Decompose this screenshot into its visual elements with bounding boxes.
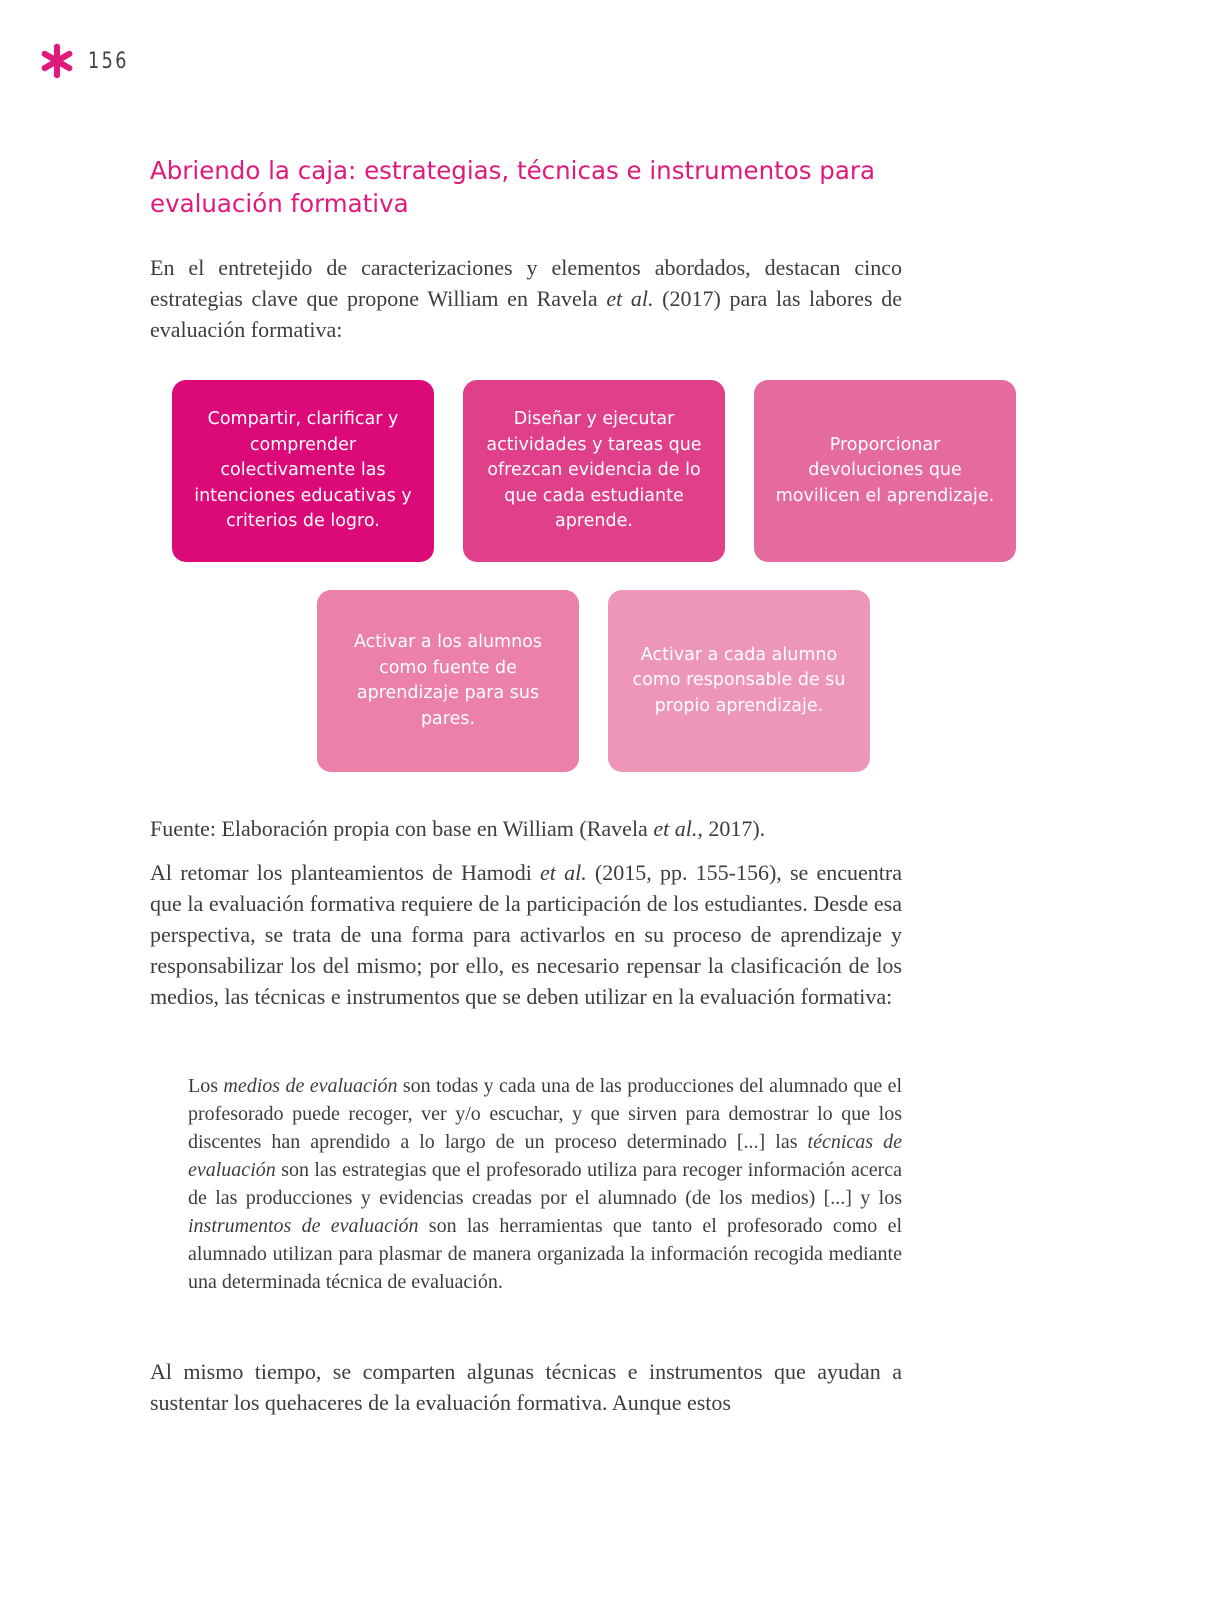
intro-paragraph: En el entretejido de caracterizaciones y elementos abordados, destacan cinco estrategias clave que propone William en Ravela et al. (2017) para las labores de evaluación formativa: [150, 255, 903, 342]
strategy-text-5: Activar a cada alumno como responsable de su propio aprendizaje. [632, 644, 846, 716]
strategy-text-4: Activar a los alumnos como fuente de aprendizaje para sus pares. [353, 632, 543, 729]
section-title: Abriendo la caja: estrategias, técnicas e instrumentos para evaluación formativa [150, 156, 875, 218]
strategy-box-4 [317, 590, 579, 772]
star-asterisk-icon [38, 42, 76, 80]
strategy-text-2: Diseñar y ejecutar actividades y tareas que ofrezcan evidencia de lo que cada estudiante aprende. [486, 409, 702, 532]
strategy-box-2 [463, 380, 725, 562]
body-paragraph-3: Al mismo tiempo, se comparten algunas técnicas e instrumentos que ayudan a sustentar los quehaceres de la evaluación formativa. Aunque estos [150, 1359, 902, 1415]
page-number: 156 [88, 48, 129, 74]
strategy-text-3: Proporcionar devoluciones que movilicen el aprendizaje. [775, 434, 995, 506]
figure-source: Fuente: Elaboración propia con base en William (Ravela et al., 2017). [150, 816, 766, 841]
block-quote: Los medios de evaluación son todas y cada una de las producciones del alumnado que el profesorado puede recoger, ver y/o escuchar, y que sirven para demostrar lo que los discentes han aprendido a lo largo de un proceso determinado [...] las técnicas de evaluación son las estrategias que el profesorado utiliza para recoger información acerca de las producciones y evidencias creadas por el alumnado (de los medios) [...] y los instrumentos de evaluación son las herramientas que tanto el profesorado como el alumnado utilizan para plasmar de manera organizada la información recogida mediante una determinada técnica de evaluación. [188, 1075, 903, 1293]
strategy-box-5 [608, 590, 870, 772]
strategy-box-1 [172, 380, 434, 562]
strategy-box-3 [754, 380, 1016, 562]
body-paragraph-2: Al retomar los planteamientos de Hamodi et al. (2015, pp. 155-156), se encuentra que la evaluación formativa requiere de la participación de los estudiantes. Desde esa perspectiva, se trata de una forma para activarlos en su proceso de aprendizaje y responsabilizar los del mismo; por ello, es necesario repensar la clasificación de los medios, las técnicas e instrumentos que se deben utilizar en la evaluación formativa: [150, 860, 902, 1009]
page-header [38, 42, 139, 80]
strategy-text-1: Compartir, clarificar y comprender colectivamente las intenciones educativas y criterios de logro. [194, 409, 412, 532]
